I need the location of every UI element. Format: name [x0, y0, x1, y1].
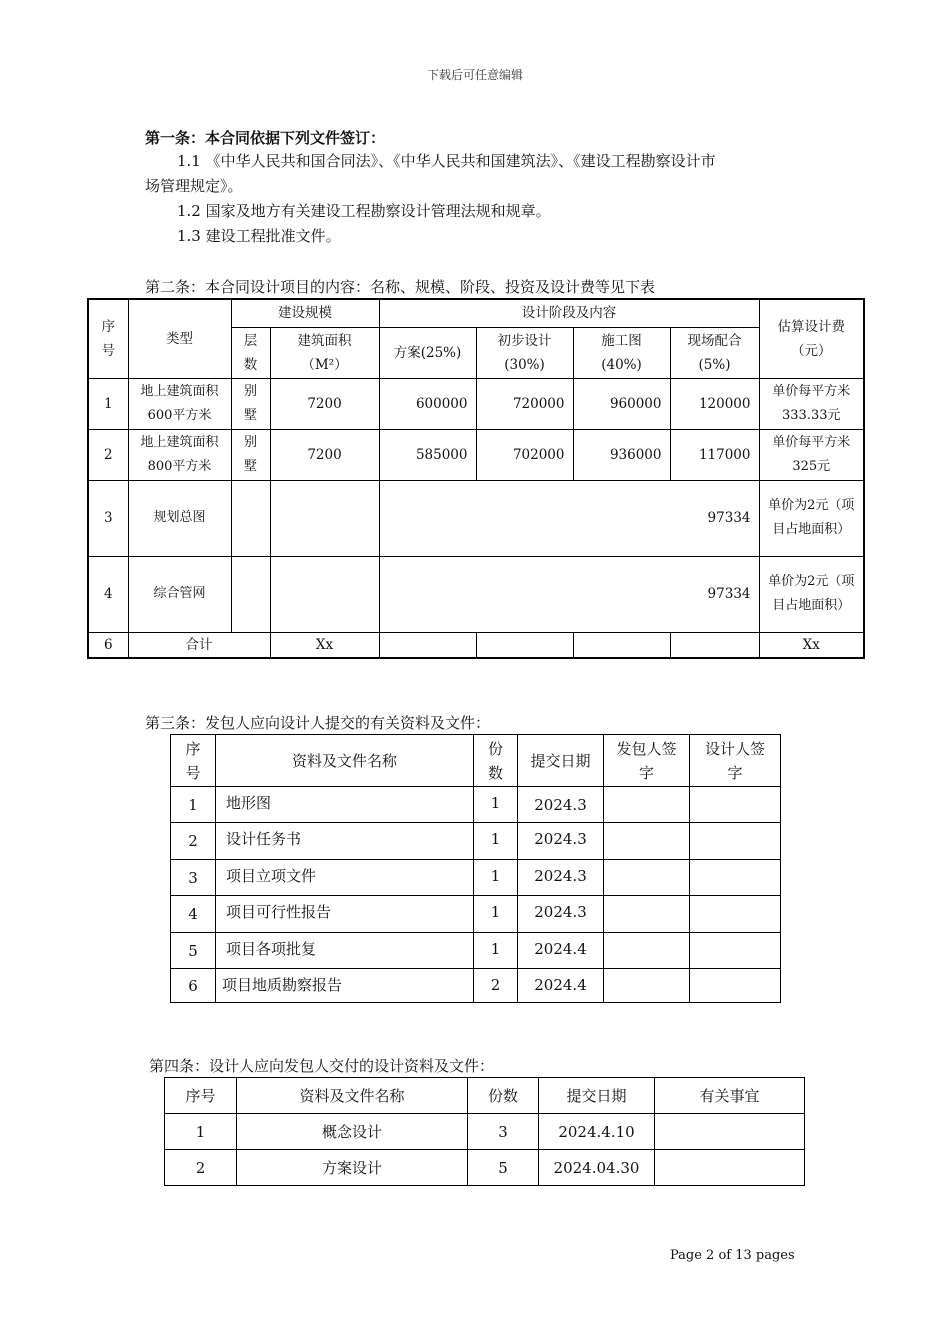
row1-prelim: 720000 — [476, 378, 573, 429]
header-scheme: 方案(25%) — [379, 327, 476, 378]
row4-fee: 单价为2元（项目占地面积） — [759, 556, 864, 632]
table-row — [88, 378, 864, 429]
article1-title: 第一条：本合同依据下列文件签订： — [145, 129, 386, 147]
row2-site: 117000 — [670, 429, 759, 480]
header-scale: 建设规模 — [231, 299, 379, 327]
header-seq: 序号 — [88, 299, 128, 378]
doc-copies: 1 — [474, 896, 518, 933]
deliverable-name: 概念设计 — [237, 1114, 468, 1150]
header-construction: 施工图(40%) — [573, 327, 670, 378]
total-fee: Xx — [759, 632, 864, 658]
article2-title: 第二条：本合同设计项目的内容：名称、规模、阶段、投资及设计费等见下表 — [145, 278, 656, 296]
row1-scheme: 600000 — [379, 378, 476, 429]
row1-area: 7200 — [270, 378, 379, 429]
doc-designer-sign — [690, 933, 781, 969]
doc-date: 2024.3 — [518, 860, 604, 896]
total-empty — [476, 632, 573, 658]
row1-fee: 单价每平方米333.33元 — [759, 378, 864, 429]
header-date: 提交日期 — [518, 735, 604, 787]
client-documents-table — [170, 734, 781, 1003]
designer-deliverables-table — [164, 1077, 805, 1186]
header-notes: 有关事宜 — [655, 1078, 805, 1114]
doc-name: 设计任务书 — [216, 823, 474, 860]
header-fee: 估算设计费（元） — [759, 299, 864, 378]
deliverable-copies: 3 — [468, 1114, 539, 1150]
row3-area — [270, 480, 379, 556]
deliverable-name: 方案设计 — [237, 1150, 468, 1186]
total-label: 合计 — [128, 632, 270, 658]
doc-designer-sign — [690, 823, 781, 860]
table-row — [171, 933, 781, 969]
doc-name: 项目地质勘察报告 — [216, 969, 474, 1003]
row3-type: 规划总图 — [128, 480, 231, 556]
total-area: Xx — [270, 632, 379, 658]
doc-date: 2024.3 — [518, 896, 604, 933]
deliverable-notes — [655, 1114, 805, 1150]
doc-designer-sign — [690, 860, 781, 896]
row3-fee: 单价为2元（项目占地面积） — [759, 480, 864, 556]
doc-copies: 1 — [474, 860, 518, 896]
total-seq: 6 — [88, 632, 128, 658]
header-copies: 份数 — [474, 735, 518, 787]
table-row — [171, 823, 781, 860]
doc-name: 项目立项文件 — [216, 860, 474, 896]
row1-construction: 960000 — [573, 378, 670, 429]
row1-site: 120000 — [670, 378, 759, 429]
header-stages: 设计阶段及内容 — [379, 299, 759, 327]
doc-seq: 4 — [171, 896, 216, 933]
header-client-sign: 发包人签字 — [604, 735, 690, 787]
table-total-row — [88, 632, 864, 658]
doc-client-sign — [604, 896, 690, 933]
table-row — [88, 480, 864, 556]
doc-date: 2024.3 — [518, 823, 604, 860]
doc-copies: 1 — [474, 787, 518, 823]
doc-seq: 5 — [171, 933, 216, 969]
doc-seq: 6 — [171, 969, 216, 1003]
header-seq: 序号 — [171, 735, 216, 787]
doc-date: 2024.4 — [518, 969, 604, 1003]
row4-area — [270, 556, 379, 632]
header-designer-sign: 设计人签字 — [690, 735, 781, 787]
row2-area: 7200 — [270, 429, 379, 480]
article1-item3: 1.3 建设工程批准文件。 — [177, 227, 341, 245]
table-row — [165, 1114, 805, 1150]
doc-seq: 2 — [171, 823, 216, 860]
total-empty — [670, 632, 759, 658]
row2-construction: 936000 — [573, 429, 670, 480]
row3-seq: 3 — [88, 480, 128, 556]
doc-copies: 1 — [474, 823, 518, 860]
header-name: 资料及文件名称 — [216, 735, 474, 787]
total-empty — [379, 632, 476, 658]
doc-name: 地形图 — [216, 787, 474, 823]
deliverable-copies: 5 — [468, 1150, 539, 1186]
table-row — [165, 1150, 805, 1186]
table-header-row — [165, 1078, 805, 1114]
row4-type: 综合管网 — [128, 556, 231, 632]
doc-date: 2024.3 — [518, 787, 604, 823]
doc-copies: 1 — [474, 933, 518, 969]
doc-designer-sign — [690, 969, 781, 1003]
doc-date: 2024.4 — [518, 933, 604, 969]
article1-item1-line1: 1.1 《中华人民共和国合同法》、《中华人民共和国建筑法》、《建设工程勘察设计市 — [177, 152, 716, 170]
total-empty — [573, 632, 670, 658]
header-prelim: 初步设计(30%) — [476, 327, 573, 378]
row2-prelim: 702000 — [476, 429, 573, 480]
row1-type: 地上建筑面积600平方米 — [128, 378, 231, 429]
doc-client-sign — [604, 823, 690, 860]
deliverable-seq: 2 — [165, 1150, 237, 1186]
table-row — [171, 787, 781, 823]
doc-client-sign — [604, 787, 690, 823]
doc-designer-sign — [690, 787, 781, 823]
doc-copies: 2 — [474, 969, 518, 1003]
doc-designer-sign — [690, 896, 781, 933]
table-row — [171, 860, 781, 896]
row3-merged: 97334 — [379, 480, 759, 556]
row3-floors — [231, 480, 270, 556]
doc-client-sign — [604, 860, 690, 896]
header-site: 现场配合(5%) — [670, 327, 759, 378]
article1-item2: 1.2 国家及地方有关建设工程勘察设计管理法规和规章。 — [177, 202, 551, 220]
design-items-table — [87, 298, 865, 659]
row2-type: 地上建筑面积800平方米 — [128, 429, 231, 480]
table-row — [171, 896, 781, 933]
doc-seq: 3 — [171, 860, 216, 896]
header-copies: 份数 — [468, 1078, 539, 1114]
row1-seq: 1 — [88, 378, 128, 429]
doc-name: 项目各项批复 — [216, 933, 474, 969]
deliverable-date: 2024.4.10 — [539, 1114, 655, 1150]
doc-client-sign — [604, 933, 690, 969]
row2-scheme: 585000 — [379, 429, 476, 480]
table-header-row — [88, 299, 864, 327]
header-seq: 序号 — [165, 1078, 237, 1114]
row4-seq: 4 — [88, 556, 128, 632]
row2-seq: 2 — [88, 429, 128, 480]
table-row — [88, 429, 864, 480]
doc-seq: 1 — [171, 787, 216, 823]
page-footer: Page 2 of 13 pages — [670, 1248, 795, 1263]
table-header-row — [171, 735, 781, 787]
article4-title: 第四条：设计人应向发包人交付的设计资料及文件： — [149, 1057, 495, 1075]
table-row — [171, 969, 781, 1003]
page-header: 下载后可任意编辑 — [426, 68, 523, 82]
deliverable-seq: 1 — [165, 1114, 237, 1150]
header-area: 建筑面积（M²） — [270, 327, 379, 378]
header-floors: 层数 — [231, 327, 270, 378]
deliverable-date: 2024.04.30 — [539, 1150, 655, 1186]
row2-fee: 单价每平方米325元 — [759, 429, 864, 480]
row1-floors: 别墅 — [231, 378, 270, 429]
table-row — [88, 556, 864, 632]
doc-name: 项目可行性报告 — [216, 896, 474, 933]
doc-client-sign — [604, 969, 690, 1003]
row4-merged: 97334 — [379, 556, 759, 632]
article3-title: 第三条：发包人应向设计人提交的有关资料及文件： — [145, 714, 491, 732]
header-name: 资料及文件名称 — [237, 1078, 468, 1114]
deliverable-notes — [655, 1150, 805, 1186]
article1-item1-line2: 场管理规定》。 — [145, 177, 243, 195]
row2-floors: 别墅 — [231, 429, 270, 480]
header-date: 提交日期 — [539, 1078, 655, 1114]
row4-floors — [231, 556, 270, 632]
header-type: 类型 — [128, 299, 231, 378]
